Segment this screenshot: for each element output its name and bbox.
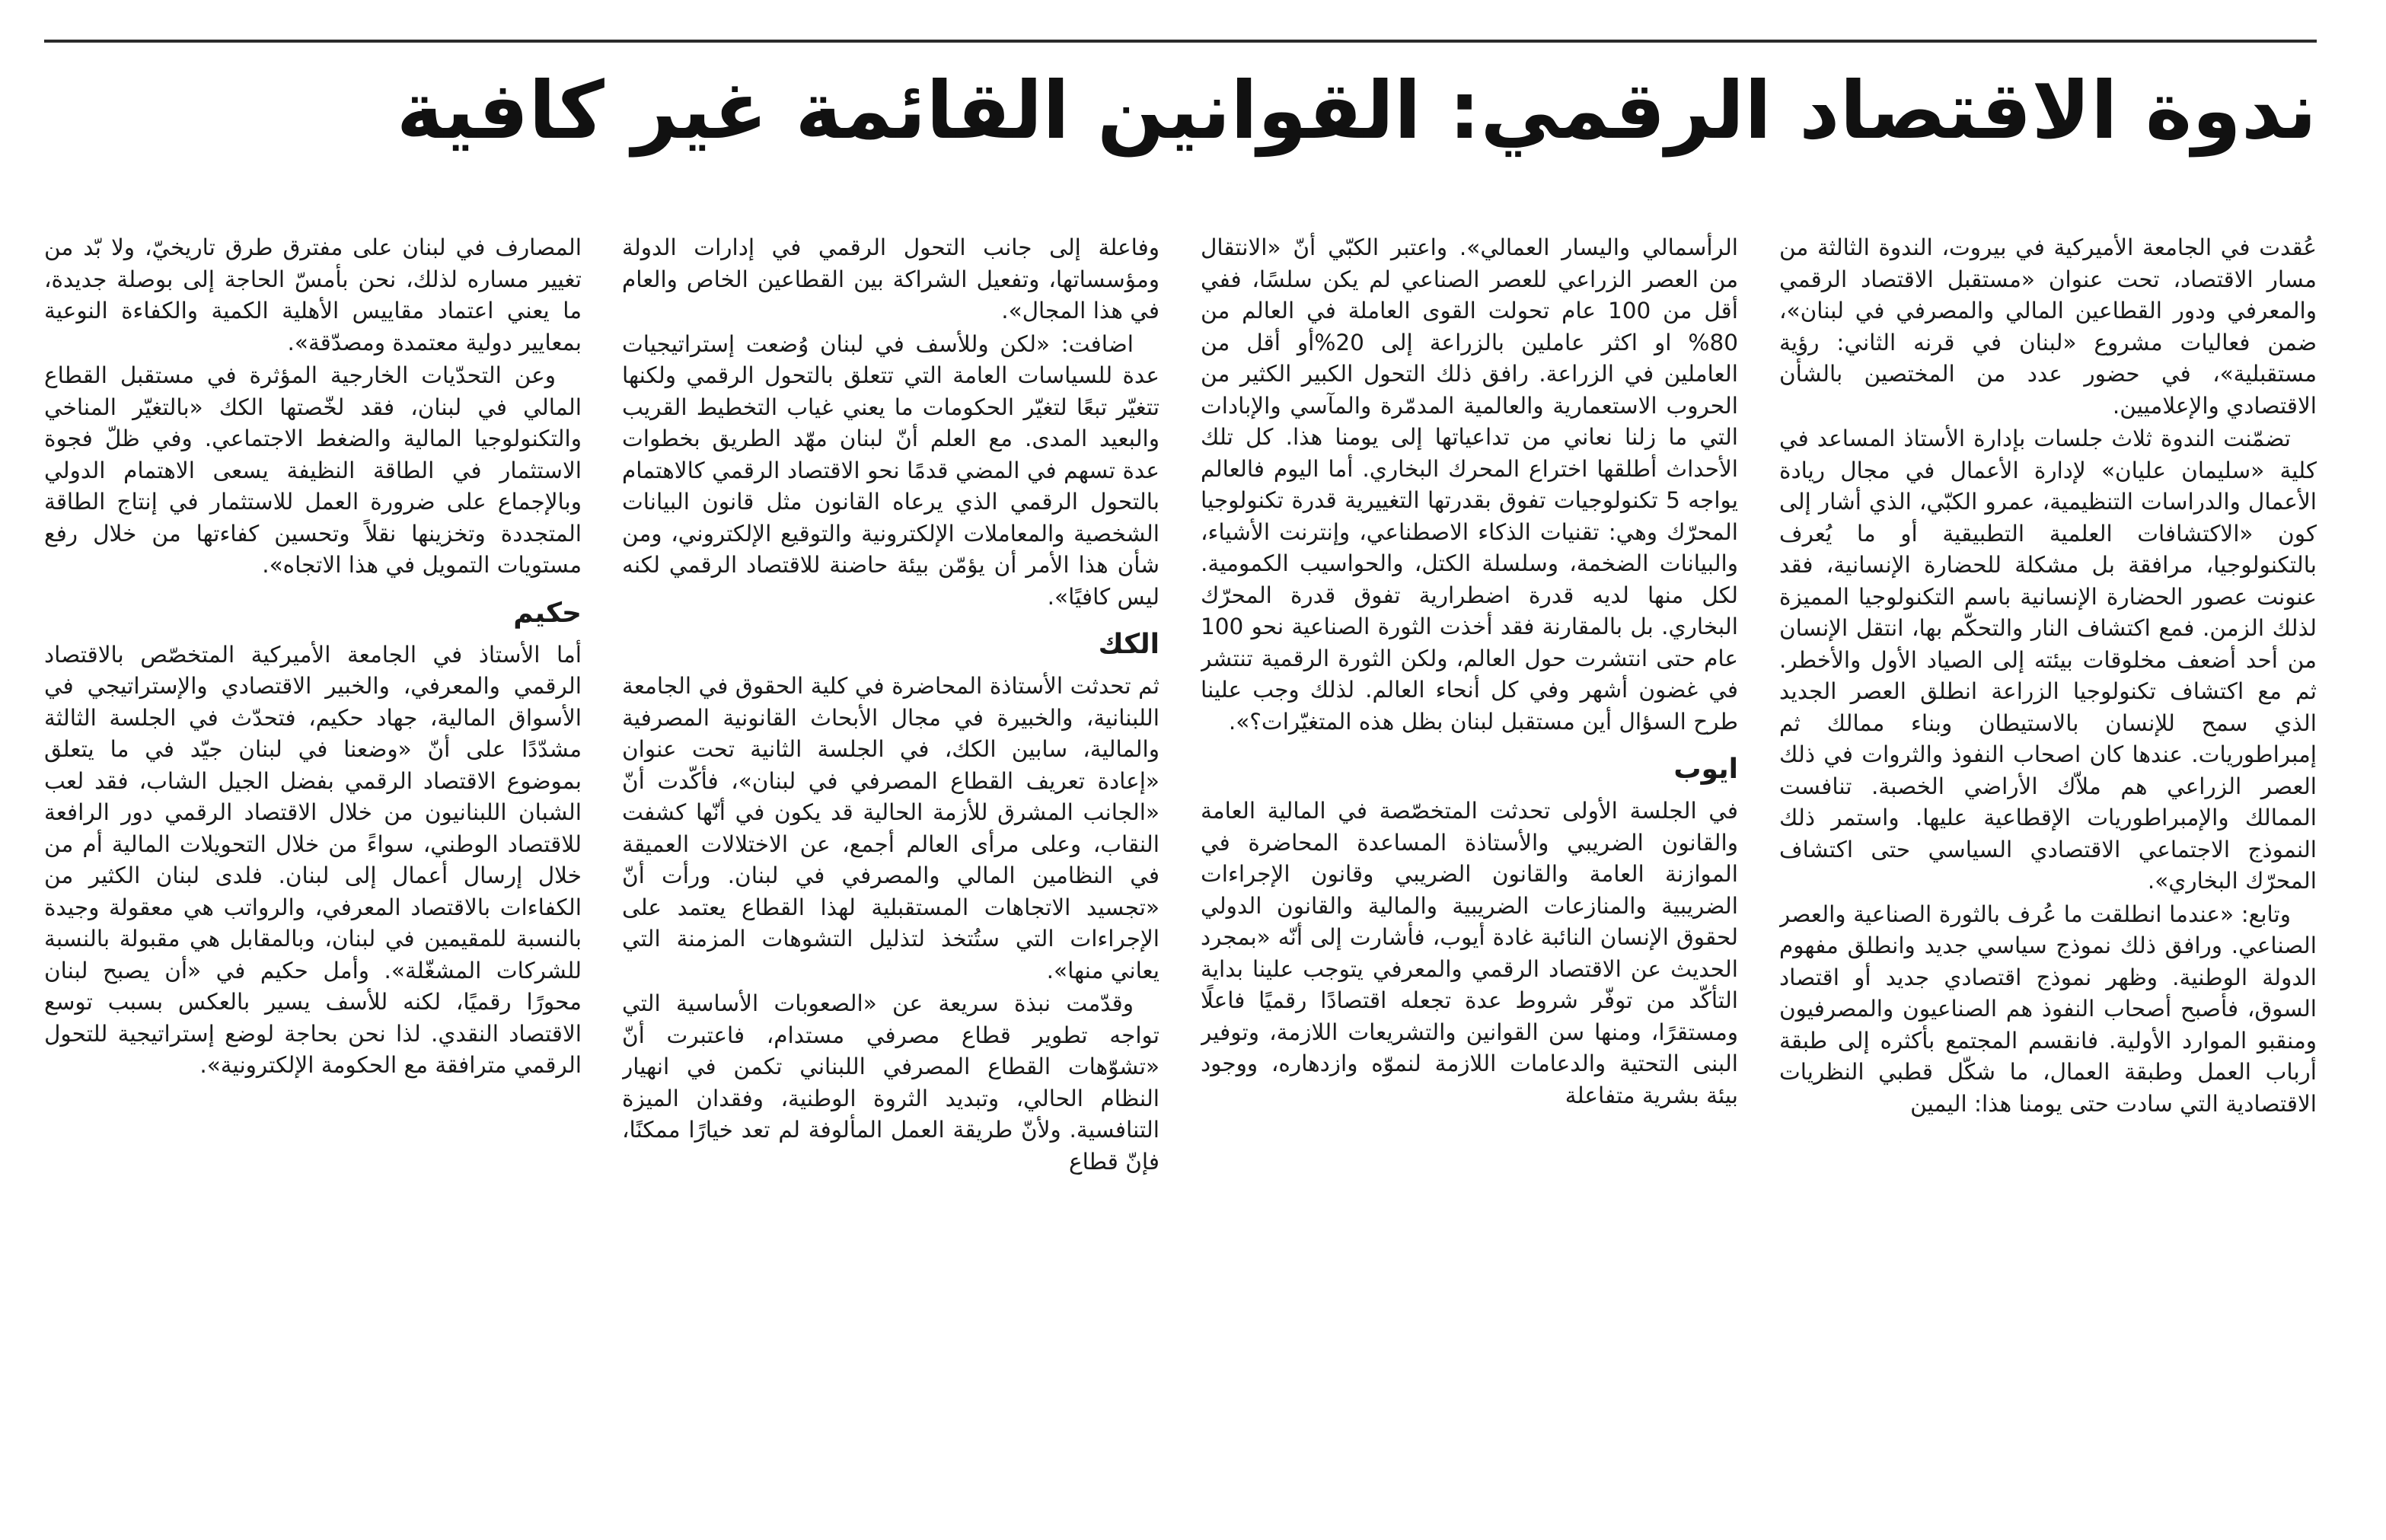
column-3 — [622, 232, 1160, 1526]
top-rule — [44, 40, 2317, 43]
paragraph: ثم تحدثت الأستاذة المحاضرة في كلية الحقوق في الجامعة اللبنانية، والخبيرة في مجال الأبحاث القانونية المصرفية والمالية، سابين الكك، في الجلسة الثانية تحت عنوان «إعادة تعريف القطاع المصرفي في لبنان»، فأكّدت أنّ «الجانب المشرق للأزمة الحالية قد يكون في أنّها كشفت النقاب، وعلى مرأى العالم أجمع، عن الاختلالات العميقة في النظامين المالي والمصرفي في لبنان. ورأت أنّ «تجسيد الاتجاهات المستقبلية لهذا القطاع يعتمد على الإجراءات التي ستُتخذ لتذليل التشوهات المزمنة التي يعاني منها». — [622, 673, 1160, 984]
column-4 — [44, 232, 582, 1526]
paragraph: اضافت: «لكن وللأسف في لبنان وُضعت إستراتيجيات عدة للسياسات العامة التي تتعلق بالتحول الرقمي ولكنها تتغيّر تبعًا لتغيّر الحكومات ما يعني غياب التخطيط القريب والبعيد المدى. مع العلم أنّ لبنان مهّد الطريق بخطوات عدة تسهم في المضي قدمًا نحو الاقتصاد الرقمي كالاهتمام بالتحول الرقمي الذي يرعاه القانون مثل قانون البيانات الشخصية والمعاملات الإلكترونية والتوقيع الإلكتروني، ومن شأن هذا الأمر أن يؤمّن بيئة حاضنة للاقتصاد الرقمي لكنه ليس كافيًا». — [622, 330, 1160, 610]
paragraph: عُقدت في الجامعة الأميركية في بيروت، الندوة الثالثة من مسار الاقتصاد، تحت عنوان «مستقبل الاقتصاد الرقمي والمعرفي ودور القطاعين المالي والمصرفي في لبنان»، ضمن فعاليات مشروع «لبنان في قرنه الثاني: رؤية مستقبلية»، في حضور عدد من المختصين بالشأن الاقتصادي والإعلاميين. — [1779, 234, 2317, 419]
paragraph: في الجلسة الأولى تحدثت المتخصّصة في المالية العامة والقانون الضريبي والأستاذة المساعدة المحاضرة في الموازنة العامة والقانون الضريبي وقانون الإجراءات الضريبية والمنازعات الضريبية والمالية والقانون الدولي لحقوق الإنسان النائبة غادة أيوب، فأشارت إلى أنّه «بمجرد الحديث عن الاقتصاد الرقمي والمعرفي يتوجب علينا بداية التأكّد من توفّر شروط عدة تجعله اقتصادًا رقميًا فاعلًا ومستقرًا، ومنها سن القوانين والتشريعات اللازمة، وتوفير البنى التحتية والدعامات اللازمة لنموّه وازدهاره، ووجود بيئة بشرية متفاعلة — [1201, 798, 1738, 1108]
headline: ندوة الاقتصاد الرقمي: القوانين القائمة غير كافية — [396, 64, 2317, 157]
paragraph: المصارف في لبنان على مفترق طرق تاريخيّ، ولا بّد من تغيير مساره لذلك، نحن بأمسّ الحاجة إلى بوصلة جديدة، ما يعني اعتماد مقاييس الأهلية الكمية والكفاءة النوعية بمعايير دولية معتمدة ومصدّقة». — [44, 234, 582, 356]
column-1 — [1779, 232, 2317, 1526]
article-columns — [44, 232, 2317, 1526]
column-2 — [1201, 232, 1738, 1526]
paragraph: أما الأستاذ في الجامعة الأميركية المتخصّص بالاقتصاد الرقمي والمعرفي، والخبير الاقتصادي والإستراتيجي في الأسواق المالية، جهاد حكيم، فتحدّث في الجلسة الثالثة مشدّدًا على أنّ «وضعنا في لبنان جيّد في ما يتعلق بموضوع الاقتصاد الرقمي بفضل الجيل الشاب، فقد لعب الشبان اللبنانيون من خلال الاقتصاد الرقمي دور الرافعة للاقتصاد الوطني، سواءً من خلال التحويلات المالية أم من خلال إرسال أعمال إلى لبنان. فلدى لبنان الكثير من الكفاءات بالاقتصاد المعرفي، والرواتب هي معقولة وجيدة بالنسبة للمقيمين في لبنان، وبالمقابل هي مقبولة بالنسبة للشركات المشغّلة». وأمل حكيم في «أن يصبح لبنان محورًا رقميًا، لكنه للأسف يسير بالعكس بسبب توسع الاقتصاد النقدي. لذا نحن بحاجة لوضع إستراتيجية للتحول الرقمي مترافقة مع الحكومة الإلكترونية». — [44, 641, 582, 1078]
paragraph: الرأسمالي واليسار العمالي». واعتبر الكبّي أنّ «الانتقال من العصر الزراعي للعصر الصناعي لم يكن سلسًا، ففي أقل من 100 عام تحولت القوى العاملة في العالم من 80% او اكثر عاملين بالزراعة إلى 20%أو أقل من العاملين في الزراعة. رافق ذلك التحول الكبير الكثير من الحروب الاستعمارية والعالمية المدمّرة والمآسي والإبادات التي ما زلنا نعاني من تداعياتها إلى يومنا هذا. كل تلك الأحداث أطلقها اختراع المحرك البخاري. أما اليوم فالعالم يواجه 5 تكنولوجيات تفوق بقدرتها التغييرية قدرة تكنولوجيا المحرّك وهي: تقنيات الذكاء الاصطناعي، وإنترنت الأشياء، والبيانات الضخمة، وسلسلة الكتل، والحواسيب الكمومية. لكل منها لديه قدرة اضطرارية تفوق قدرة المحرّك البخاري. بل بالمقارنة فقد أخذت الثورة الصناعية نحو 100 عام حتى انتشرت حول العالم، ولكن الثورة الرقمية تنتشر في غضون أشهر وفي كل أنحاء العالم. لذلك وجب علينا طرح السؤال أين مستقبل لبنان بظل هذه المتغيّرات؟». — [1201, 234, 1738, 735]
section-heading-alkik: الكك — [1098, 629, 1160, 660]
paragraph: وفاعلة إلى جانب التحول الرقمي في إدارات الدولة ومؤسساتها، وتفعيل الشراكة بين القطاعين الخاص والعام في هذا المجال». — [622, 234, 1160, 324]
section-heading-hakim: حكيم — [513, 597, 582, 629]
paragraph: وتابع: «عندما انطلقت ما عُرف بالثورة الصناعية والعصر الصناعي. ورافق ذلك نموذج سياسي جديد وانطلق مفهوم الدولة الوطنية. وظهر نموذج اقتصادي جديد أو اقتصاد السوق، فأصبح أصحاب النفوذ هم الصناعيون والمصرفيون ومنقبو الموارد الأولية. فانقسم المجتمع بأكثره إلى طبقة أرباب العمل وطبقة العمال، ما شكّل قطبي النظريات الاقتصادية التي سادت حتى يومنا هذا: اليمين — [1779, 901, 2317, 1117]
paragraph: تضمّنت الندوة ثلاث جلسات بإدارة الأستاذ المساعد في كلية «سليمان عليان» لإدارة الأعمال في مجال ريادة الأعمال والدراسات التنظيمية، عمرو الكبّي، الذي أشار إلى كون «الاكتشافات العلمية التطبيقية أو ما يُعرف بالتكنولوجيا، مرافقة بل مشكلة للحضارة الإنسانية، فقد عنونت عصور الحضارة الإنسانية باسم التكنولوجيا المميزة لذلك الزمن. فمع اكتشاف النار والتحكّم بها، انتقل الإنسان من أحد أضعف مخلوقات بيئته إلى الصياد الأول والأخطر. ثم مع اكتشاف تكنولوجيا الزراعة انطلق العصر الجديد الذي سمح للإنسان بالاستيطان وبناء ممالك ثم إمبراطوريات. عندها كان اصحاب النفوذ والثروات في ذلك العصر الزراعي هم ملاّك الأراضي الخصبة. تنافست الممالك والإمبراطوريات الإقطاعية عليها. واستمر ذلك النموذج الاجتماعي الاقتصادي السياسي حتى اكتشاف المحرّك البخاري». — [1779, 426, 2317, 894]
section-heading-ayoub: ايوب — [1673, 754, 1738, 785]
paragraph: وقدّمت نبذة سريعة عن «الصعوبات الأساسية التي تواجه تطوير قطاع مصرفي مستدام، فاعتبرت أنّ «تشوّهات القطاع المصرفي اللبناني تكمن في انهيار النظام الحالي، وتبديد الثروة الوطنية، وفقدان الميزة التنافسية. ولأنّ طريقة العمل المألوفة لم تعد خيارًا ممكنًا، فإنّ قطاع — [622, 990, 1160, 1175]
paragraph: وعن التحدّيات الخارجية المؤثرة في مستقبل القطاع المالي في لبنان، فقد لخّصتها الكك «بالتغيّر المناخي والتكنولوجيا المالية والضغط الاجتماعي. وفي ظلّ فجوة الاستثمار في الطاقة النظيفة يسعى الاهتمام الدولي وبالإجماع على ضرورة العمل للاستثمار في إنتاج الطاقة المتجددة وتخزينها نقلاً وتحسين كفاءتها من خلال رفع مستويات التمويل في هذا الاتجاه». — [44, 362, 582, 578]
